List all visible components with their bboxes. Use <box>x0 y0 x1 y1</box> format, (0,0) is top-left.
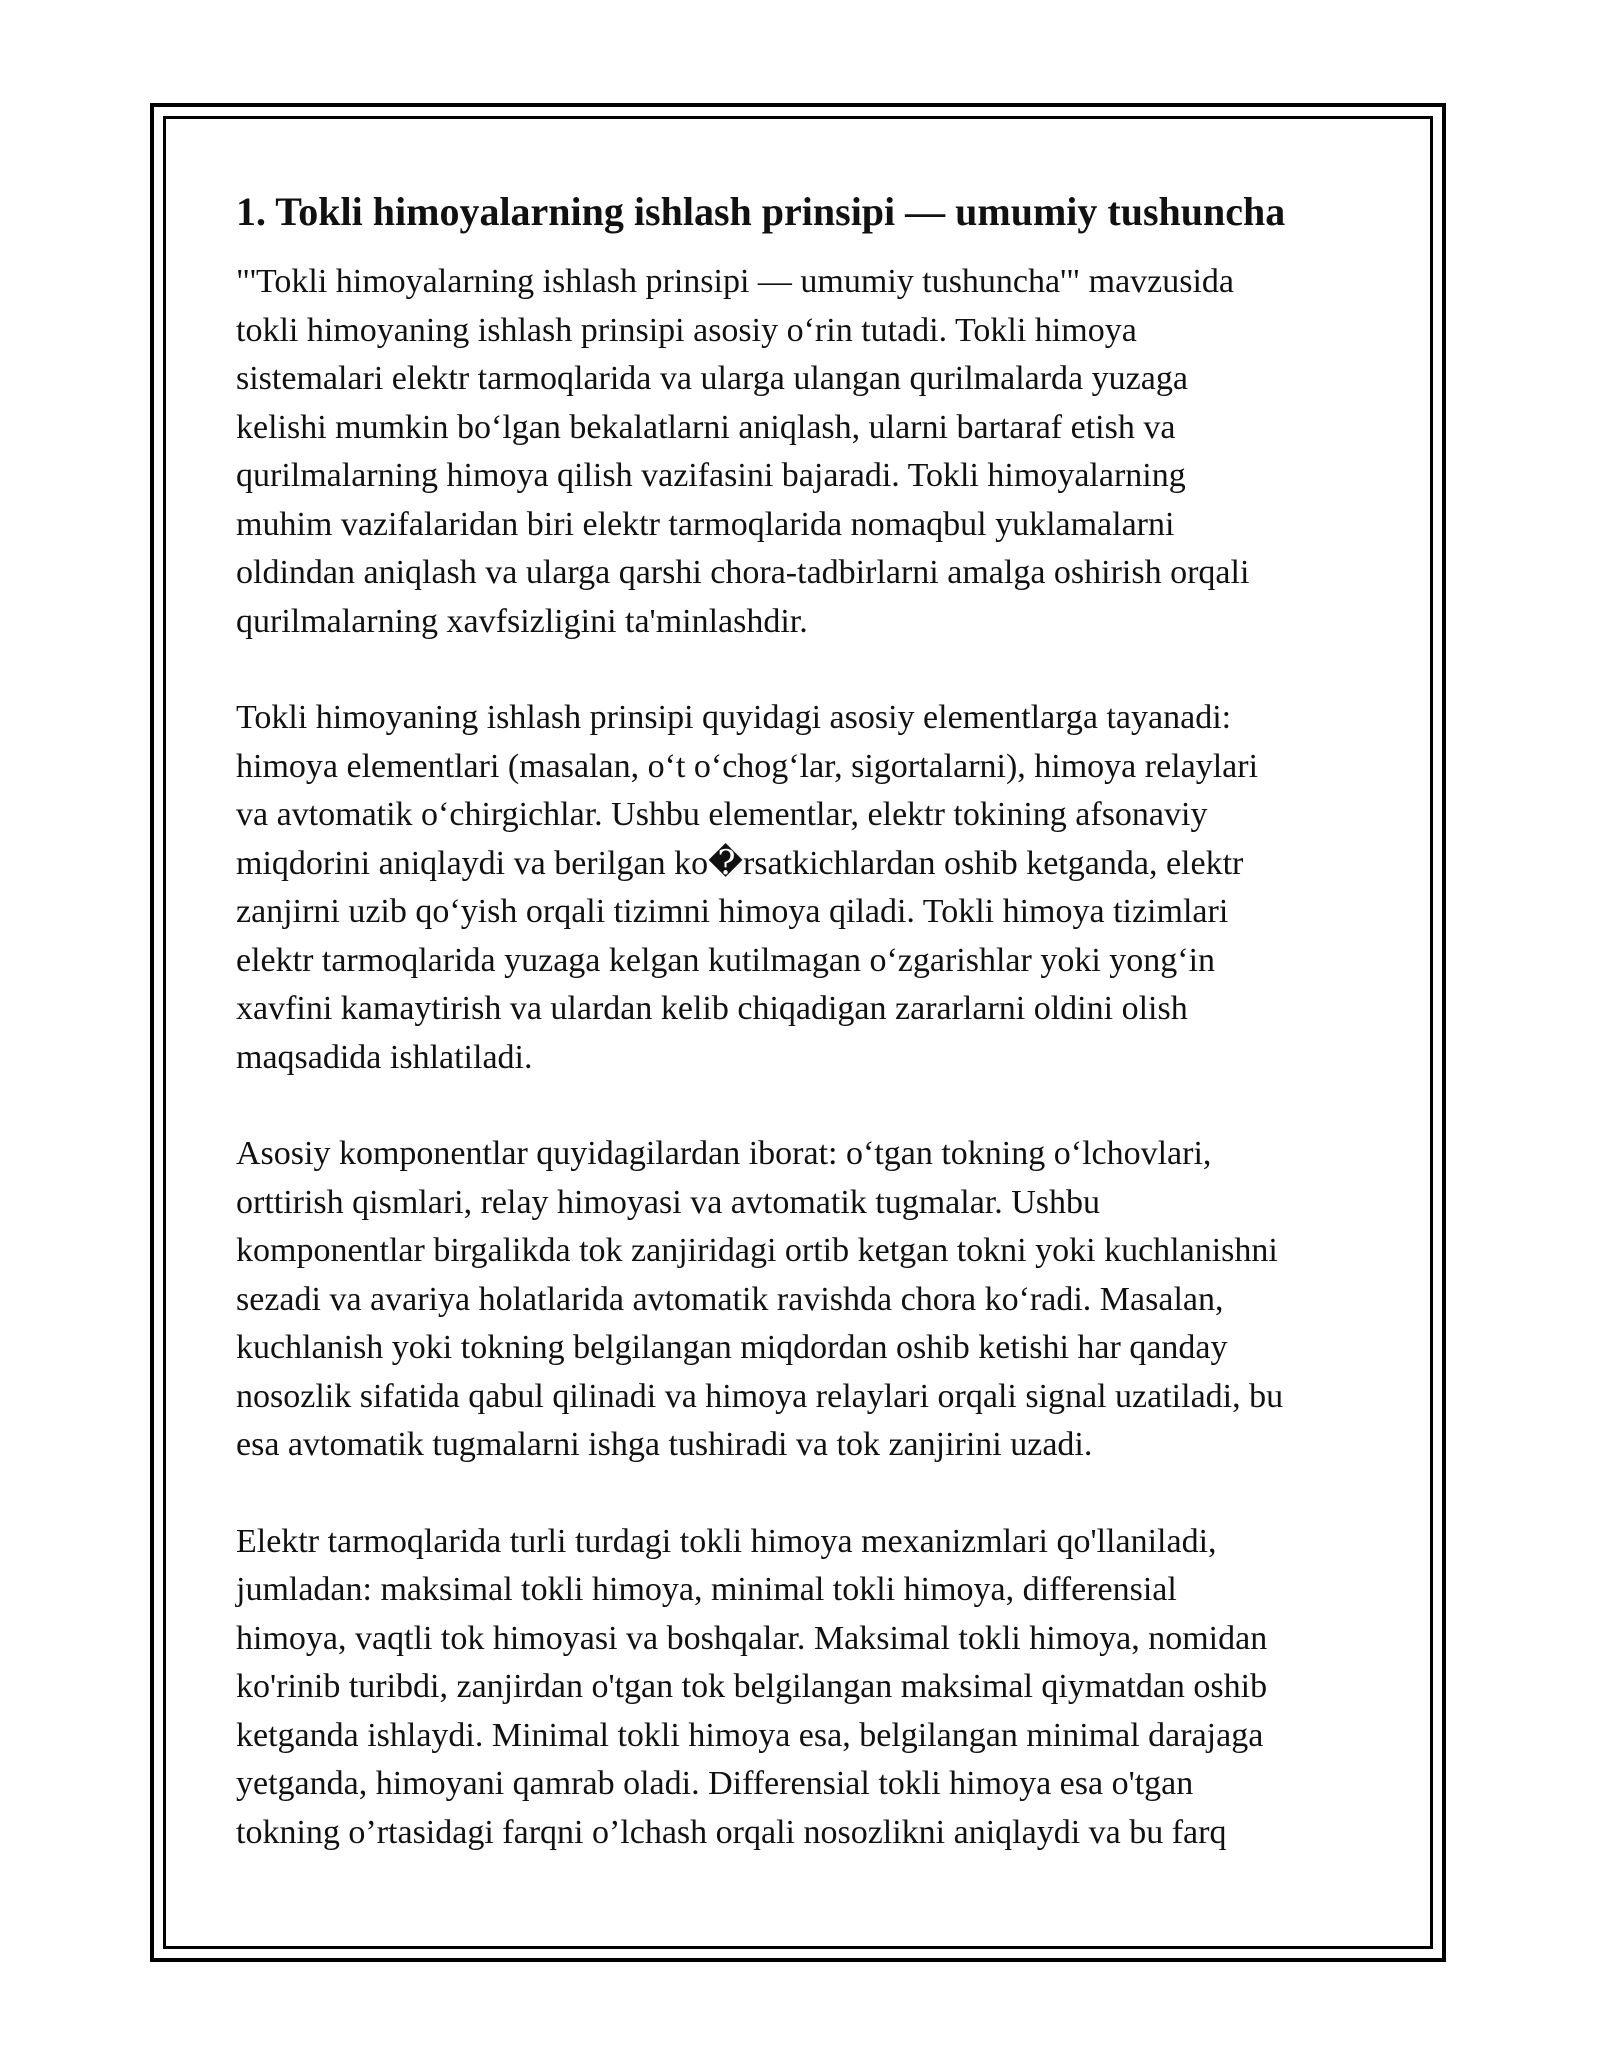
text-line: qurilmalarning himoya qilish vazifasini bajaradi. Tokli himoyalarning <box>236 457 1186 494</box>
text-line: sistemalari elektr tarmoqlarida va ularga ulangan qurilmalarda yuzaga <box>236 360 1188 397</box>
text-line: va avtomatik o‘chirgichlar. Ushbu elementlar, elektr tokining afsonaviy <box>236 796 1208 833</box>
paragraph-2 <box>236 694 1376 1082</box>
text-line: komponentlar birgalikda tok zanjiridagi ortib ketgan tokni yoki kuchlanishni <box>236 1232 1278 1269</box>
text-line: zanjirni uzib qo‘yish orqali tizimni himoya qiladi. Tokli himoya tizimlari <box>236 893 1229 930</box>
text-line: ketganda ishlaydi. Minimal tokli himoya esa, belgilangan minimal darajaga <box>236 1716 1264 1754</box>
text-line: orttirish qismlari, relay himoyasi va avtomatik tugmalar. Ushbu <box>236 1183 1101 1221</box>
paragraph-4 <box>236 1518 1376 1858</box>
text-line: elektr tarmoqlarida yuzaga kelgan kutilmagan o‘zgarishlar yoki yong‘in <box>236 941 1216 979</box>
text-line: esa avtomatik tugmalarni ishga tushiradi va tok zanjirini uzadi. <box>236 1426 1093 1463</box>
text-line: tokli himoyaning ishlash prinsipi asosiy o‘rin tutadi. Tokli himoya <box>236 311 1137 349</box>
text-line: "'Tokli himoyalarning ishlash prinsipi — umumiy tushuncha'" mavzusida <box>236 263 1235 300</box>
text-line: maqsadida ishlatiladi. <box>236 1038 533 1076</box>
text-line: yetganda, himoyani qamrab oladi. Differensial tokli himoya esa o'tgan <box>236 1765 1194 1802</box>
document-content <box>236 186 1376 1905</box>
text-line: miqdorini aniqlaydi va berilgan ko�rsatkichlardan oshib ketganda, elektr <box>236 844 1244 882</box>
text-line: Asosiy komponentlar quyidagilardan iborat: o‘tgan tokning o‘lchovlari, <box>236 1135 1212 1172</box>
paragraph-1 <box>236 258 1376 646</box>
text-line: jumladan: maksimal tokli himoya, minimal tokli himoya, differensial <box>236 1571 1177 1608</box>
text-line: himoya elementlari (masalan, o‘t o‘chog‘lar, sigortalarni), himoya relaylari <box>236 747 1259 785</box>
text-line: sezadi va avariya holatlarida avtomatik ravishda chora ko‘radi. Masalan, <box>236 1280 1224 1318</box>
text-line: oldindan aniqlash va ularga qarshi chora-tadbirlarni amalga oshirish orqali <box>236 554 1250 591</box>
text-line: xavfini kamaytirish va ulardan kelib chiqadigan zararlarni oldini olish <box>236 990 1188 1027</box>
text-line: himoya, vaqtli tok himoyasi va boshqalar. Maksimal tokli himoya, nomidan <box>236 1619 1268 1657</box>
text-line: kuchlanish yoki tokning belgilangan miqdordan oshib ketishi har qanday <box>236 1329 1228 1366</box>
text-line: ko'rinib turibdi, zanjirdan o'tgan tok belgilangan maksimal qiymatdan oshib <box>236 1668 1268 1705</box>
text-line: Elektr tarmoqlarida turli turdagi tokli himoya mexanizmlari qo'llaniladi, <box>236 1522 1217 1560</box>
section-heading: 1. Tokli himoyalarning ishlash prinsipi — umumiy tushuncha <box>236 189 1286 234</box>
paragraph-3 <box>236 1130 1376 1470</box>
text-line: qurilmalarning xavfsizligini ta'minlashdir. <box>236 602 808 640</box>
text-line: tokning o’rtasidagi farqni o’lchash orqali nosozlikni aniqlaydi va bu farq <box>236 1813 1227 1851</box>
text-line: nosozlik sifatida qabul qilinadi va himoya relaylari orqali signal uzatiladi, bu <box>236 1377 1284 1415</box>
text-line: kelishi mumkin bo‘lgan bekalatlarni aniqlash, ularni bartaraf etish va <box>236 408 1176 446</box>
text-line: Tokli himoyaning ishlash prinsipi quyidagi asosiy elementlarga tayanadi: <box>236 699 1232 736</box>
text-line: muhim vazifalaridan biri elektr tarmoqlarida nomaqbul yuklamalarni <box>236 505 1175 543</box>
